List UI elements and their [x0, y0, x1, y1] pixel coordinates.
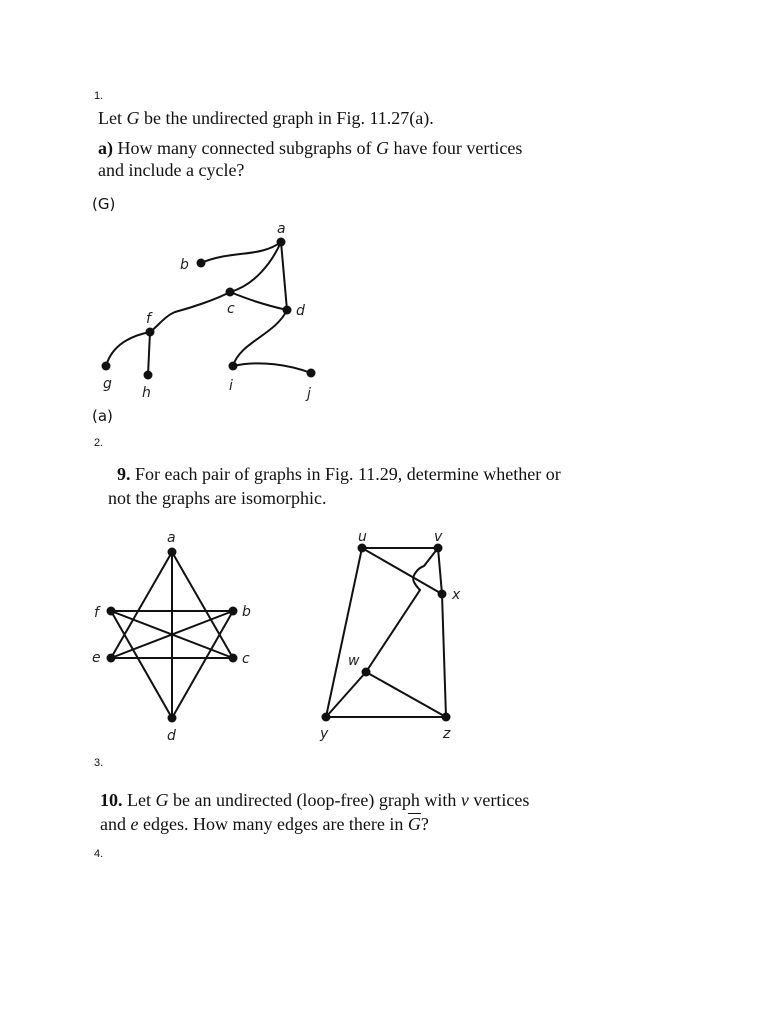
text-segment: How many connected subgraphs of [113, 138, 376, 158]
item-number-1: 1. [94, 90, 104, 102]
edge-b-a [201, 242, 281, 263]
text-segment: edges. How many edges are there in [138, 814, 408, 834]
problem-9-line2: not the graphs are isomorphic. [108, 488, 327, 508]
figure-caption: (a) [92, 407, 113, 425]
edge-u-y [326, 548, 362, 717]
vertex-z [442, 713, 451, 722]
edge-i-j [233, 363, 311, 373]
label-x: x [452, 587, 461, 603]
question-label: a) [98, 138, 113, 158]
label-j: j [307, 386, 311, 402]
label-f: f [146, 311, 151, 327]
vertex-c [226, 288, 235, 297]
problem-1-question-a-line2: and include a cycle? [98, 160, 245, 180]
text-segment: Let [122, 790, 156, 810]
item-number-2: 2. [94, 437, 104, 449]
vertex-w [362, 668, 371, 677]
graph-label: (G) [92, 195, 116, 213]
vertex-y [322, 713, 331, 722]
label-u: u [358, 529, 367, 545]
var-G: G [126, 108, 140, 128]
item-number-3: 3. [94, 757, 104, 769]
label-f: f [94, 605, 99, 621]
vertex-h [144, 371, 153, 380]
edge-v-x [438, 548, 442, 594]
var-G: G [155, 790, 169, 810]
label-a: a [277, 221, 286, 237]
edge-f-h [148, 332, 150, 375]
edge-u-x [362, 548, 442, 594]
edge-v-w-crossing [366, 548, 438, 672]
edge-c-d [230, 292, 287, 310]
text-segment: have four vertices [388, 138, 523, 158]
text-segment: Let [98, 108, 127, 128]
label-w: w [348, 653, 360, 669]
vertex-d [283, 306, 292, 315]
vertex-b [197, 259, 206, 268]
var-G: G [375, 138, 389, 158]
label-y: y [320, 726, 329, 742]
label-v: v [434, 529, 443, 545]
vertex-f [107, 607, 116, 616]
label-c: c [227, 301, 235, 317]
vertex-f [146, 328, 155, 337]
edge-c-f [150, 292, 230, 332]
label-e: e [92, 650, 101, 666]
text-segment: For each pair of graphs in Fig. 11.29, determine whether or [130, 464, 561, 484]
edge-d-b [172, 611, 233, 718]
var-v: v [460, 790, 469, 810]
edge-a-c [230, 242, 281, 292]
vertex-j [307, 369, 316, 378]
edge-f-g [106, 332, 150, 366]
graph-g [102, 221, 316, 402]
edge-a-e [111, 552, 172, 658]
edge-x-z [442, 594, 446, 717]
var-e: e [130, 814, 139, 834]
graph-right [319, 529, 461, 742]
text-segment: ? [420, 814, 429, 834]
problem-number: 10. [100, 790, 123, 810]
vertex-a [277, 238, 286, 247]
label-c: c [242, 651, 250, 667]
vertex-e [107, 654, 116, 663]
vertex-b [229, 607, 238, 616]
vertex-d [168, 714, 177, 723]
text-segment: and [100, 814, 131, 834]
var-G-complement: $\overline{G}$ [407, 814, 421, 834]
edge-a-d [281, 242, 287, 310]
vertex-i [229, 362, 238, 371]
label-b: b [242, 604, 251, 620]
graph-left-hexagram [92, 530, 251, 744]
label-a: a [167, 530, 176, 546]
label-h: h [142, 385, 151, 401]
vertex-a [168, 548, 177, 557]
edge-a-c [172, 552, 233, 658]
text-segment: vertices [468, 790, 530, 810]
problem-number: 9. [117, 464, 131, 484]
label-z: z [443, 726, 451, 742]
label-d: d [167, 728, 176, 744]
label-i: i [229, 378, 233, 394]
label-g: g [103, 376, 112, 392]
vertex-c [229, 654, 238, 663]
edge-d-f [111, 611, 172, 718]
edge-w-y [326, 672, 366, 717]
vertex-x [438, 590, 447, 599]
label-d: d [296, 303, 305, 319]
text-segment: be an undirected (loop-free) graph with [168, 790, 461, 810]
vertex-g [102, 362, 111, 371]
label-b: b [180, 257, 189, 273]
text-segment: be the undirected graph in Fig. 11.27(a). [139, 108, 434, 128]
item-number-4: 4. [94, 848, 104, 860]
edge-d-i [233, 310, 287, 366]
edge-w-z [366, 672, 446, 717]
